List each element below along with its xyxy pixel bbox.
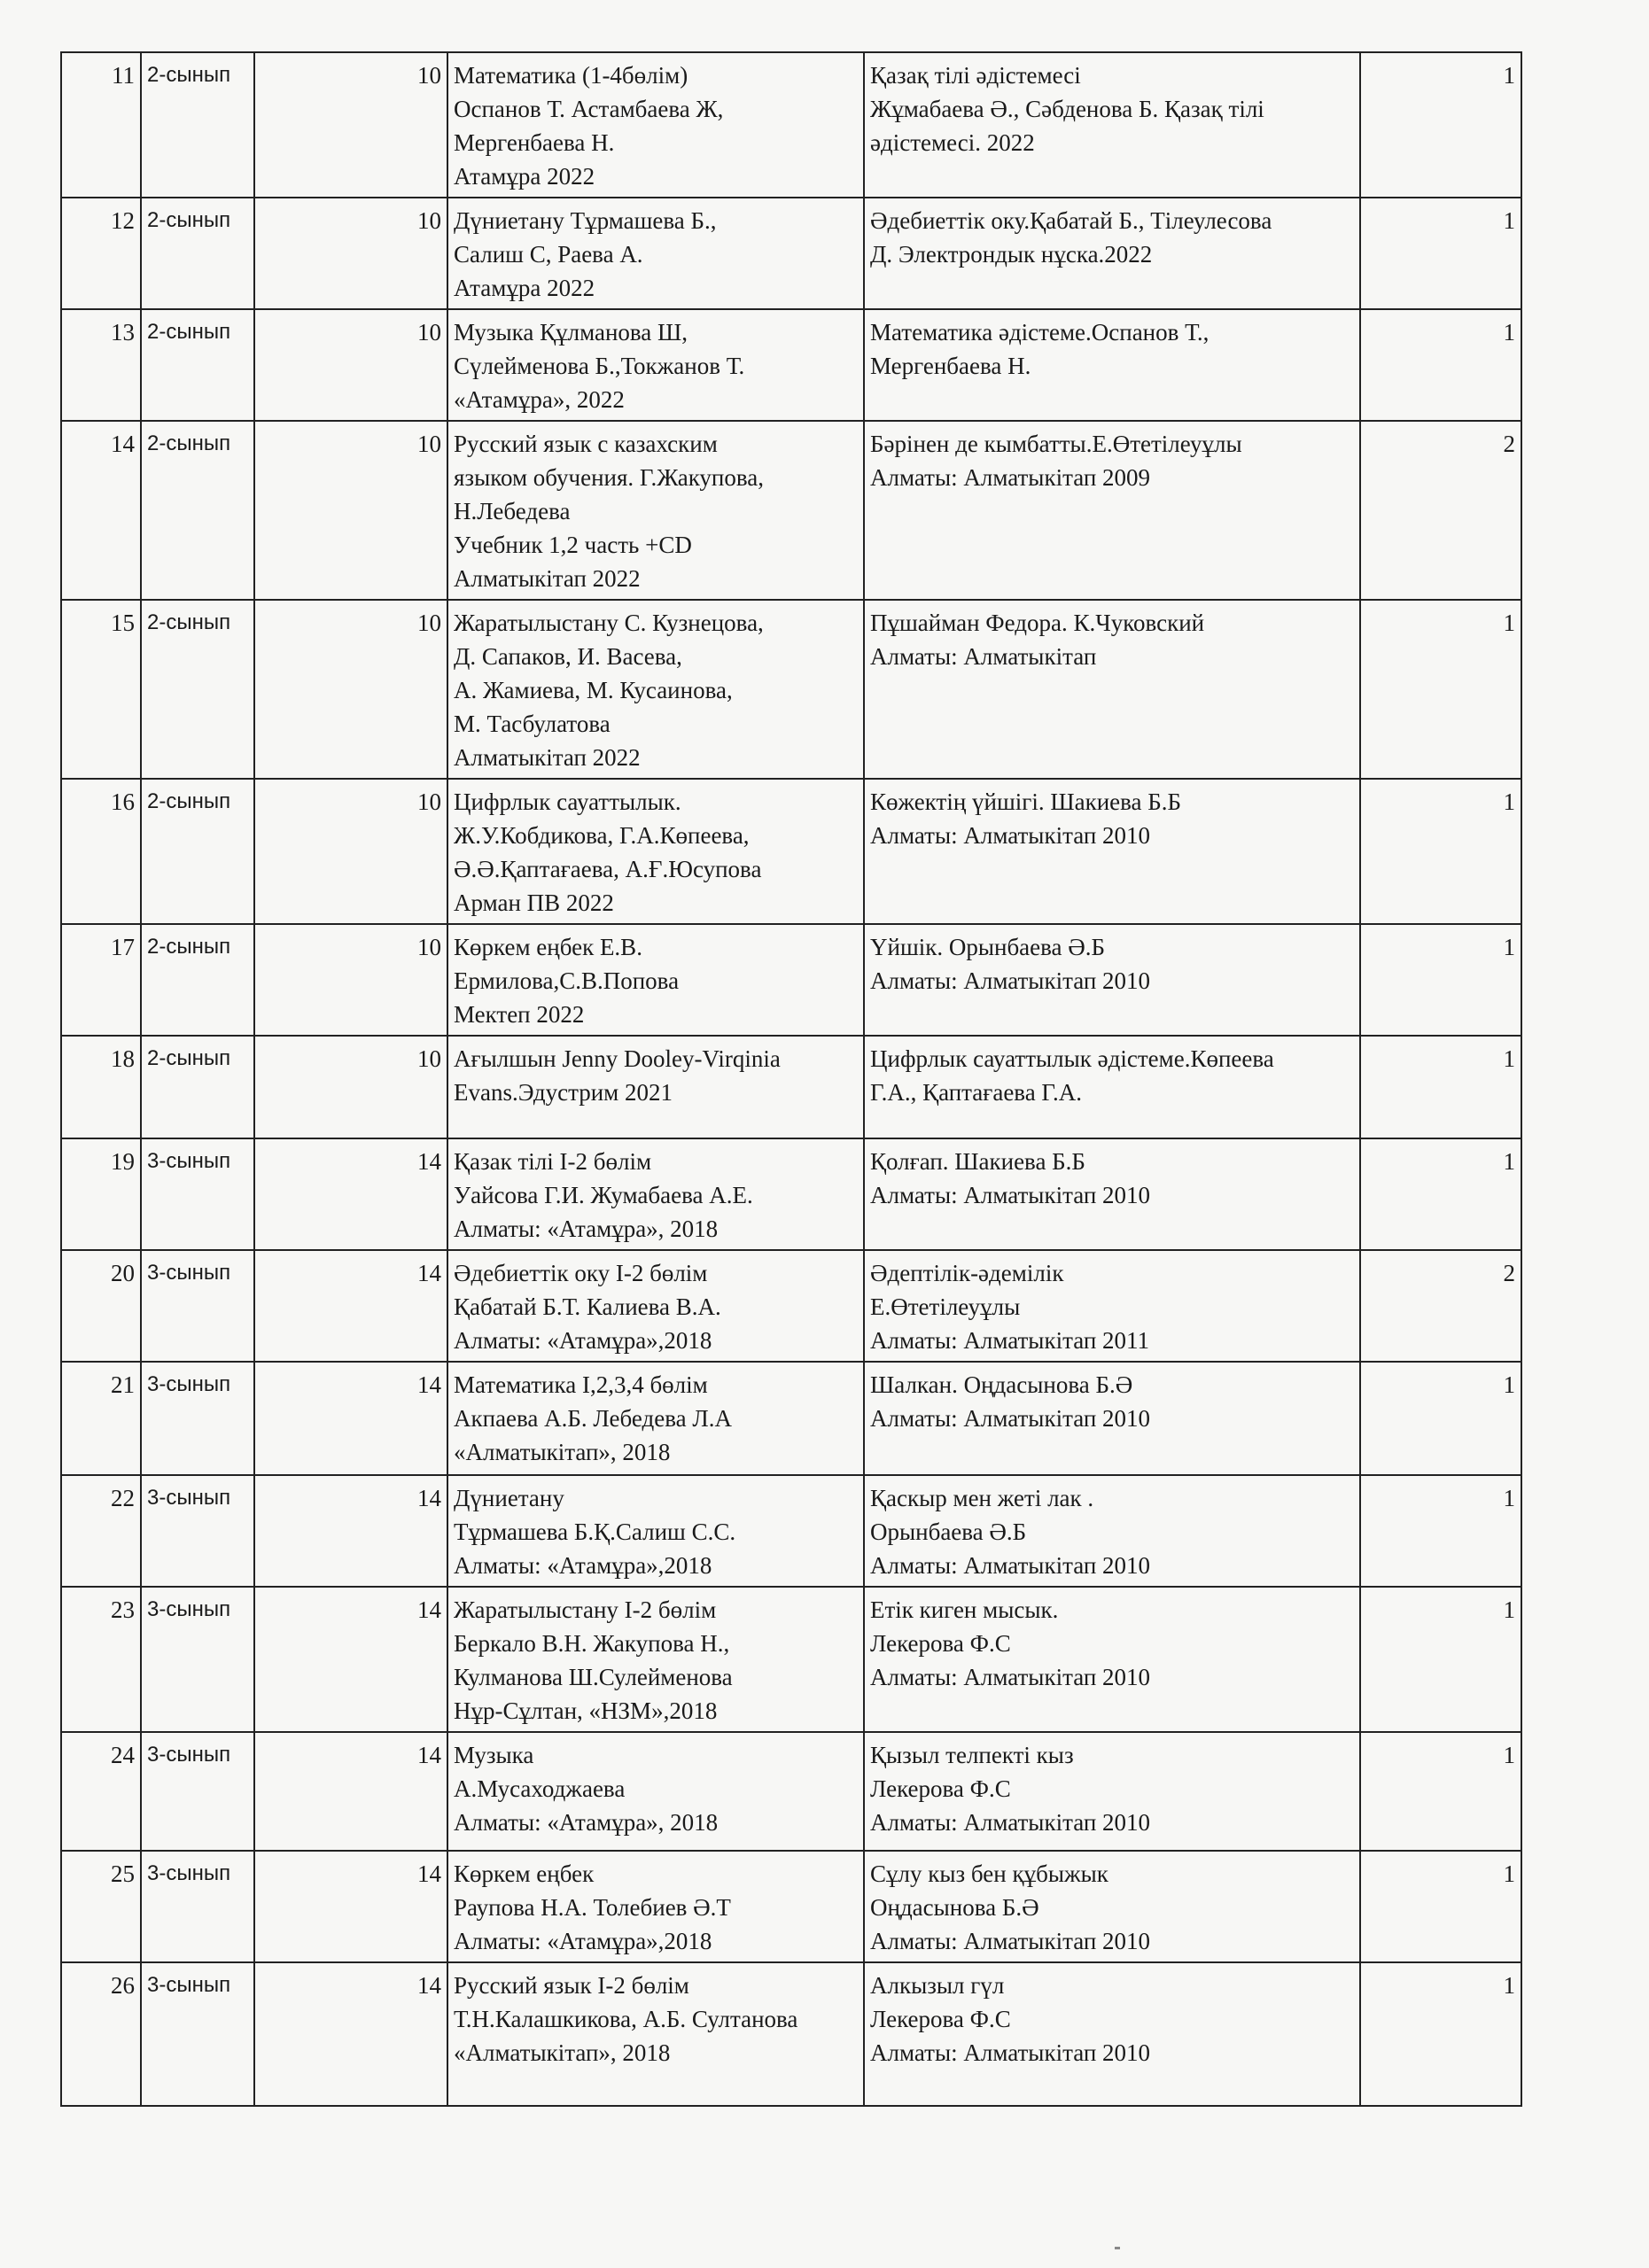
textbook-cell xyxy=(447,924,864,1036)
book-line: Етік киген мысык. xyxy=(870,1596,1059,1623)
table-row xyxy=(61,421,1521,600)
textbook-line: Салиш С, Раева А. xyxy=(454,241,643,268)
table-body xyxy=(61,52,1521,2106)
book-line: Шалкан. Оңдасынова Б.Ә xyxy=(870,1371,1133,1398)
book-line: Алкызыл гүл xyxy=(870,1972,1005,1999)
quantity-cell: 1 xyxy=(1360,1362,1521,1475)
book-line: Лекерова Ф.С xyxy=(870,2006,1011,2032)
book-line: Алматы: Алматыкітап 2010 xyxy=(870,1809,1151,1836)
reading-book-cell xyxy=(864,1732,1360,1851)
table-row xyxy=(61,600,1521,779)
book-line: Алматы: Алматыкітап 2010 xyxy=(870,822,1151,849)
quantity-cell: 1 xyxy=(1360,600,1521,779)
quantity-cell: 1 xyxy=(1360,1475,1521,1587)
quantity-cell: 1 xyxy=(1360,1732,1521,1851)
textbook-cell xyxy=(447,1475,864,1587)
textbook-cell xyxy=(447,198,864,309)
row-number: 21 xyxy=(61,1362,141,1475)
student-count: 10 xyxy=(254,924,447,1036)
textbook-line: Русский язык с казахским xyxy=(454,431,718,457)
grade-cell: 3-сынып xyxy=(141,1962,254,2106)
textbook-cell xyxy=(447,1851,864,1962)
textbook-line: Дүниетану xyxy=(454,1485,564,1511)
textbook-cell xyxy=(447,1036,864,1138)
textbook-cell xyxy=(447,421,864,600)
grade-cell: 2-сынып xyxy=(141,924,254,1036)
table-row xyxy=(61,1362,1521,1475)
textbook-line: Раупова Н.А. Толебиев Ә.Т xyxy=(454,1894,731,1921)
textbook-line: Алматы: «Атамұра», 2018 xyxy=(454,1216,719,1242)
textbook-line: Көркем еңбек Е.В. xyxy=(454,934,642,960)
quantity-cell: 2 xyxy=(1360,1250,1521,1362)
student-count: 10 xyxy=(254,309,447,421)
student-count: 10 xyxy=(254,1036,447,1138)
textbook-line: Алматы: «Атамұра»,2018 xyxy=(454,1928,712,1954)
book-line: Орынбаева Ә.Б xyxy=(870,1518,1027,1545)
book-line: Д. Электрондык нұска.2022 xyxy=(870,241,1153,268)
textbook-line: А.Мусаходжаева xyxy=(454,1775,626,1802)
textbook-line: Жаратылыстану І-2 бөлім xyxy=(454,1596,717,1623)
row-number: 12 xyxy=(61,198,141,309)
quantity-cell: 1 xyxy=(1360,779,1521,924)
book-line: Қызыл телпекті кыз xyxy=(870,1742,1074,1768)
table-row xyxy=(61,1851,1521,1962)
row-number: 20 xyxy=(61,1250,141,1362)
quantity-cell: 1 xyxy=(1360,1138,1521,1250)
textbook-line: М. Тасбулатова xyxy=(454,711,611,737)
book-line: Қаскыр мен жеті лак . xyxy=(870,1485,1094,1511)
textbook-cell xyxy=(447,1962,864,2106)
grade-cell: 3-сынып xyxy=(141,1250,254,1362)
reading-book-cell xyxy=(864,1138,1360,1250)
textbook-line: Evans.Эдустрим 2021 xyxy=(454,1079,673,1106)
textbook-line: Ермилова,С.В.Попова xyxy=(454,967,680,994)
table-row xyxy=(61,52,1521,198)
student-count: 14 xyxy=(254,1851,447,1962)
textbook-line: Жаратылыстану С. Кузнецова, xyxy=(454,610,764,636)
row-number: 11 xyxy=(61,52,141,198)
student-count: 14 xyxy=(254,1587,447,1732)
book-line: Әдептілік-әдемілік xyxy=(870,1260,1064,1286)
student-count: 10 xyxy=(254,421,447,600)
textbook-line: Алматыкітап 2022 xyxy=(454,744,641,771)
textbook-line: Ә.Ә.Қаптағаева, А.Ғ.Юсупова xyxy=(454,856,762,882)
reading-book-cell xyxy=(864,1250,1360,1362)
textbook-line: Нұр-Сұлтан, «НЗМ»,2018 xyxy=(454,1697,718,1724)
reading-book-cell xyxy=(864,309,1360,421)
row-number: 19 xyxy=(61,1138,141,1250)
textbook-line: Кулманова Ш.Сулейменова xyxy=(454,1664,733,1690)
textbook-line: Уайсова Г.И. Жумабаева А.Е. xyxy=(454,1182,753,1208)
textbook-line: Цифрлык сауаттылык. xyxy=(454,788,681,815)
reading-book-cell xyxy=(864,52,1360,198)
quantity-cell: 1 xyxy=(1360,1036,1521,1138)
table-row xyxy=(61,1250,1521,1362)
textbook-line: языком обучения. Г.Жакупова, xyxy=(454,464,765,491)
student-count: 10 xyxy=(254,198,447,309)
table-row xyxy=(61,1732,1521,1851)
textbook-line: Ж.У.Кобдикова, Г.А.Көпеева, xyxy=(454,822,750,849)
grade-cell: 2-сынып xyxy=(141,779,254,924)
table-row xyxy=(61,1138,1521,1250)
row-number: 18 xyxy=(61,1036,141,1138)
textbook-line: Математика (1-4бөлім) xyxy=(454,62,688,89)
book-line: Мергенбаева Н. xyxy=(870,353,1031,379)
table-row xyxy=(61,309,1521,421)
table-row xyxy=(61,1475,1521,1587)
textbook-line: Оспанов Т. Астамбаева Ж, xyxy=(454,96,724,122)
student-count: 10 xyxy=(254,779,447,924)
textbook-line: Д. Сапаков, И. Васева, xyxy=(454,643,682,670)
row-number: 25 xyxy=(61,1851,141,1962)
reading-book-cell xyxy=(864,1475,1360,1587)
book-line: Алматы: Алматыкітап 2011 xyxy=(870,1327,1150,1354)
textbook-line: «Атамұра», 2022 xyxy=(454,386,625,413)
quantity-cell: 1 xyxy=(1360,52,1521,198)
reading-book-cell xyxy=(864,600,1360,779)
textbook-line: Сүлейменова Б.,Токжанов Т. xyxy=(454,353,745,379)
textbook-cell xyxy=(447,1732,864,1851)
textbook-line: Алматы: «Атамұра»,2018 xyxy=(454,1552,712,1579)
textbook-line: Русский язык І-2 бөлім xyxy=(454,1972,689,1999)
textbook-cell xyxy=(447,1138,864,1250)
grade-cell: 2-сынып xyxy=(141,421,254,600)
table-row xyxy=(61,1962,1521,2106)
table-row xyxy=(61,924,1521,1036)
book-line: Алматы: Алматыкітап 2010 xyxy=(870,2039,1151,2066)
grade-cell: 3-сынып xyxy=(141,1851,254,1962)
reading-book-cell xyxy=(864,779,1360,924)
table-row xyxy=(61,1036,1521,1138)
textbook-cell xyxy=(447,309,864,421)
textbook-line: Н.Лебедева xyxy=(454,498,571,524)
textbook-line: Математика І,2,3,4 бөлім xyxy=(454,1371,708,1398)
reading-book-cell xyxy=(864,1962,1360,2106)
textbook-cell xyxy=(447,779,864,924)
textbook-line: Атамұра 2022 xyxy=(454,163,595,190)
student-count: 10 xyxy=(254,52,447,198)
reading-book-cell xyxy=(864,1036,1360,1138)
textbook-line: Ағылшын Jenny Dooley-Virqinia xyxy=(454,1045,781,1072)
grade-cell: 2-сынып xyxy=(141,198,254,309)
book-line: Цифрлык сауаттылык әдістеме.Көпеева xyxy=(870,1045,1274,1072)
book-line: Әдебиеттік оку.Қабатай Б., Тілеулесова xyxy=(870,207,1272,234)
book-line: Үйшік. Орынбаева Ә.Б xyxy=(870,934,1106,960)
textbook-line: Алматы: «Атамұра»,2018 xyxy=(454,1327,712,1354)
textbook-line: Алматы: «Атамұра», 2018 xyxy=(454,1809,719,1836)
book-line: Қазақ тілі әдістемесі xyxy=(870,62,1081,89)
book-line: Е.Өтетілеуұлы xyxy=(870,1293,1021,1320)
table-row xyxy=(61,1587,1521,1732)
book-line: Алматы: Алматыкітап 2010 xyxy=(870,1552,1151,1579)
textbook-line: Мергенбаева Н. xyxy=(454,129,615,156)
grade-cell: 2-сынып xyxy=(141,1036,254,1138)
table-row xyxy=(61,198,1521,309)
textbook-line: Арман ПВ 2022 xyxy=(454,889,614,916)
grade-cell: 3-сынып xyxy=(141,1475,254,1587)
grade-cell: 3-сынып xyxy=(141,1138,254,1250)
reading-book-cell xyxy=(864,198,1360,309)
row-number: 16 xyxy=(61,779,141,924)
grade-cell: 2-сынып xyxy=(141,600,254,779)
book-line: Алматы: Алматыкітап 2010 xyxy=(870,1928,1151,1954)
student-count: 14 xyxy=(254,1138,447,1250)
row-number: 15 xyxy=(61,600,141,779)
row-number: 24 xyxy=(61,1732,141,1851)
quantity-cell: 1 xyxy=(1360,1851,1521,1962)
textbook-cell xyxy=(447,1250,864,1362)
textbook-line: Беркало В.Н. Жакупова Н., xyxy=(454,1630,730,1657)
textbook-cell xyxy=(447,1362,864,1475)
quantity-cell: 1 xyxy=(1360,198,1521,309)
row-number: 13 xyxy=(61,309,141,421)
book-line: Сұлу кыз бен құбыжык xyxy=(870,1860,1108,1887)
quantity-cell: 2 xyxy=(1360,421,1521,600)
row-number: 22 xyxy=(61,1475,141,1587)
student-count: 14 xyxy=(254,1962,447,2106)
book-line: Лекерова Ф.С xyxy=(870,1775,1011,1802)
textbook-table xyxy=(60,51,1522,2107)
reading-book-cell xyxy=(864,1851,1360,1962)
book-line: Қолғап. Шакиева Б.Б xyxy=(870,1148,1085,1175)
quantity-cell: 1 xyxy=(1360,309,1521,421)
grade-cell: 3-сынып xyxy=(141,1362,254,1475)
textbook-line: Атамұра 2022 xyxy=(454,275,595,301)
reading-book-cell xyxy=(864,421,1360,600)
textbook-line: Т.Н.Калашкикова, А.Б. Султанова xyxy=(454,2006,798,2032)
textbook-line: А. Жамиева, М. Кусаинова, xyxy=(454,677,733,703)
grade-cell: 3-сынып xyxy=(141,1587,254,1732)
scan-dot xyxy=(1115,2247,1120,2249)
reading-book-cell xyxy=(864,1362,1360,1475)
book-line: Алматы: Алматыкітап 2010 xyxy=(870,1664,1151,1690)
textbook-line: «Алматыкітап», 2018 xyxy=(454,1439,671,1465)
textbook-cell xyxy=(447,600,864,779)
book-line: Алматы: Алматыкітап 2009 xyxy=(870,464,1151,491)
student-count: 14 xyxy=(254,1732,447,1851)
book-line: Бәрінен де кымбатты.Е.Өтетілеуұлы xyxy=(870,431,1242,457)
row-number: 17 xyxy=(61,924,141,1036)
textbook-line: Музыка xyxy=(454,1742,534,1768)
table-row xyxy=(61,779,1521,924)
book-line: Алматы: Алматыкітап 2010 xyxy=(870,1405,1151,1432)
textbook-line: Қабатай Б.Т. Калиева В.А. xyxy=(454,1293,721,1320)
book-line: Г.А., Қаптағаева Г.А. xyxy=(870,1079,1082,1106)
grade-cell: 3-сынып xyxy=(141,1732,254,1851)
textbook-line: Алматыкітап 2022 xyxy=(454,565,641,592)
book-line: Жұмабаева Ә., Сәбденова Б. Қазақ тілі xyxy=(870,96,1264,122)
textbook-line: «Алматыкітап», 2018 xyxy=(454,2039,671,2066)
book-line: Оңдасынова Б.Ә xyxy=(870,1894,1039,1921)
book-line: Көжектің үйшігі. Шакиева Б.Б xyxy=(870,788,1182,815)
textbook-line: Тұрмашева Б.Қ.Салиш С.С. xyxy=(454,1518,736,1545)
student-count: 14 xyxy=(254,1250,447,1362)
grade-cell: 2-сынып xyxy=(141,309,254,421)
row-number: 26 xyxy=(61,1962,141,2106)
book-line: әдістемесі. 2022 xyxy=(870,129,1035,156)
textbook-cell xyxy=(447,52,864,198)
book-line: Математика әдістеме.Оспанов Т., xyxy=(870,319,1210,346)
textbook-line: Дүниетану Тұрмашева Б., xyxy=(454,207,717,234)
book-line: Алматы: Алматыкітап xyxy=(870,643,1097,670)
quantity-cell: 1 xyxy=(1360,1962,1521,2106)
quantity-cell: 1 xyxy=(1360,1587,1521,1732)
reading-book-cell xyxy=(864,1587,1360,1732)
student-count: 14 xyxy=(254,1475,447,1587)
book-line: Пұшайман Федора. К.Чуковский xyxy=(870,610,1205,636)
textbook-line: Акпаева А.Б. Лебедева Л.А xyxy=(454,1405,732,1432)
book-line: Алматы: Алматыкітап 2010 xyxy=(870,1182,1151,1208)
row-number: 14 xyxy=(61,421,141,600)
row-number: 23 xyxy=(61,1587,141,1732)
book-line: Алматы: Алматыкітап 2010 xyxy=(870,967,1151,994)
textbook-line: Музыка Құлманова Ш, xyxy=(454,319,688,346)
student-count: 10 xyxy=(254,600,447,779)
grade-cell: 2-сынып xyxy=(141,52,254,198)
quantity-cell: 1 xyxy=(1360,924,1521,1036)
textbook-line: Қазак тілі І-2 бөлім xyxy=(454,1148,652,1175)
textbook-line: Мектеп 2022 xyxy=(454,1001,585,1028)
textbook-line: Учебник 1,2 часть +CD xyxy=(454,532,692,558)
textbook-line: Әдебиеттік оку І-2 бөлім xyxy=(454,1260,708,1286)
textbook-line: Көркем еңбек xyxy=(454,1860,595,1887)
book-line: Лекерова Ф.С xyxy=(870,1630,1011,1657)
reading-book-cell xyxy=(864,924,1360,1036)
student-count: 14 xyxy=(254,1362,447,1475)
textbook-cell xyxy=(447,1587,864,1732)
